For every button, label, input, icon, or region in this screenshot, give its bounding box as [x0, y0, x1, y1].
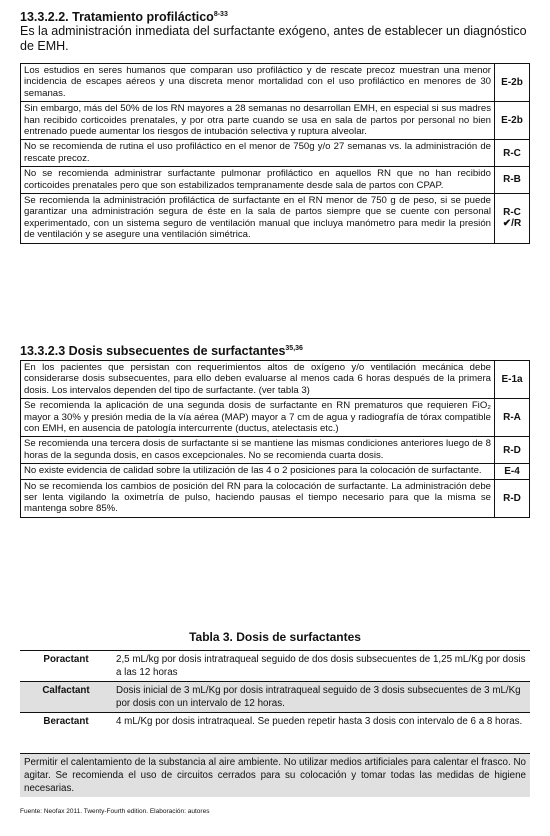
table-row — [21, 102, 530, 140]
level-primary: R-C — [503, 206, 521, 218]
surfactant-name: Calfactant — [20, 682, 112, 713]
recommendation-table-prophylactic — [20, 63, 530, 244]
reference-superscript: 8-33 — [213, 11, 228, 18]
table-row — [21, 361, 530, 399]
recommendation-level — [495, 194, 530, 244]
row-text: Sin embargo, más del 50% de los RN mayores a 28 semanas no desarrollan EMH, en especial si sus madres han recibido corticoides prenatales, y por otra parte cuando se usa en sala de partos por personal no bien entrenado puede aumentar los riesgos de intubación selectiva y ruptura alveolar. — [21, 102, 495, 140]
dose-description: 4 mL/Kg por dosis intratraqueal. Se pueden repetir hasta 3 dosis con intervalo de 6 a 8 horas. — [112, 713, 530, 731]
dose-description: Dosis inicial de 3 mL/Kg por dosis intratraqueal seguido de 3 dosis subsecuentes de 3 mL/Kg por dosis con un intervalo de 12 horas. — [112, 682, 530, 713]
table-row — [20, 651, 530, 682]
table-row — [20, 682, 530, 713]
table-row — [21, 437, 530, 464]
evidence-level: E-2b — [495, 64, 530, 102]
evidence-level: E-2b — [495, 102, 530, 140]
table-row — [21, 140, 530, 167]
row-text: Los estudios en seres humanos que comparan uso profiláctico y de rescate precoz muestran una menor incidencia de escapes aéreos y una discreta menor mortalidad con el uso profiláctico en menores de 30 semanas. — [21, 64, 495, 102]
section-title-prophylactic — [20, 7, 228, 25]
table-row — [20, 713, 530, 731]
table-row — [21, 399, 530, 437]
recommendation-level: R-D — [495, 437, 530, 464]
table-row — [21, 479, 530, 517]
surfactant-name: Poractant — [20, 651, 112, 682]
dose-description: 2,5 mL/kg por dosis intratraqueal seguido de dos dosis subsecuentes de 1,25 mL/Kg por dosis a las 12 horas — [112, 651, 530, 682]
good-practice-check: ✔/R — [502, 218, 522, 230]
table-row — [21, 464, 530, 479]
evidence-level: E-4 — [495, 464, 530, 479]
recommendation-level: R-B — [495, 167, 530, 194]
row-text: No se recomienda los cambios de posición del RN para la colocación de surfactante. La administración debe ser lenta vigilando la oximetría de pulso, haciendo pausas el tiempo necesario para que la misma se mantenga sobre 85%. — [21, 479, 495, 517]
table-row — [21, 64, 530, 102]
section-title-text: 13.3.2.3 Dosis subsecuentes de surfactantes — [20, 344, 286, 359]
row-text: Se recomienda una tercera dosis de surfactante si se mantiene las mismas condiciones anteriores luego de 8 horas de la segunda dosis, en casos excepcionales. No se recomienda cuarta dosis. — [21, 437, 495, 464]
table-row — [21, 167, 530, 194]
section-intro: Es la administración inmediata del surfactante exógeno, antes de establecer un diagnóstico de EMH. — [20, 24, 527, 53]
recommendation-table-subsequent — [20, 360, 530, 518]
row-text: No se recomienda administrar surfactante pulmonar profiláctico en aquellos RN que no han recibido corticoides prenatales pero que son estabilizados tempranamente desde sala de partos con CPAP. — [21, 167, 495, 194]
recommendation-level: R-C — [495, 140, 530, 167]
surfactant-dose-table — [20, 650, 530, 730]
recommendation-level: R-D — [495, 479, 530, 517]
row-text: Se recomienda la administración profiláctica de surfactante en el RN menor de 750 g de peso, si se puede garantizar una administración segura de éste en la sala de partos siempre que se cuente con personal experimentado, con un sistema seguro de ventilación manual que incluya manómetro para medir la presión de ventilación y se asegure una ventilación simétrica. — [21, 194, 495, 244]
handling-note: Permitir el calentamiento de la substancia al aire ambiente. No utilizar medios artificiales para calentar el frasco. No agitar. Se recomienda el uso de circuitos cerrados para su colocación y tomar todas las medidas de higiene necesarias. — [20, 753, 530, 797]
surfactant-name: Beractant — [20, 713, 112, 731]
recommendation-level: R-A — [495, 399, 530, 437]
table3-title: Tabla 3. Dosis de surfactantes — [189, 630, 361, 644]
row-text: Se recomienda la aplicación de una segunda dosis de surfactante en RN prematuros que requieren FiO₂ mayor a 30% y presión media de la vía aérea (MAP) mayor a 7 cm de agua y radiografía de tórax compatible con EMH, en ausencia de patología intercurrente (ductus, atelectasis etc.) — [21, 399, 495, 437]
table-row — [21, 194, 530, 244]
reference-superscript: 35,36 — [285, 345, 303, 352]
evidence-level: E-1a — [495, 361, 530, 399]
row-text: No existe evidencia de calidad sobre la utilización de las 4 o 2 posiciones para la colocación de surfactante. — [21, 464, 495, 479]
section-title-subsequent-doses — [20, 341, 303, 359]
section-title-text: 13.3.2.2. Tratamiento profiláctico — [20, 10, 214, 25]
row-text: En los pacientes que persistan con requerimientos altos de oxígeno y/o ventilación mecánica debe considerarse dosis subsecuentes, para ello deben evaluarse al menos cada 6 horas después de la primera dosis. Los intervalos dependen del tipo de surfactante. (ver tabla 3) — [21, 361, 495, 399]
table-source: Fuente: Neofax 2011. Twenty-Fourth edition. Elaboración: autores — [20, 808, 210, 815]
row-text: No se recomienda de rutina el uso profiláctico en el menor de 750g y/o 27 semanas vs. la administración de rescate precoz. — [21, 140, 495, 167]
